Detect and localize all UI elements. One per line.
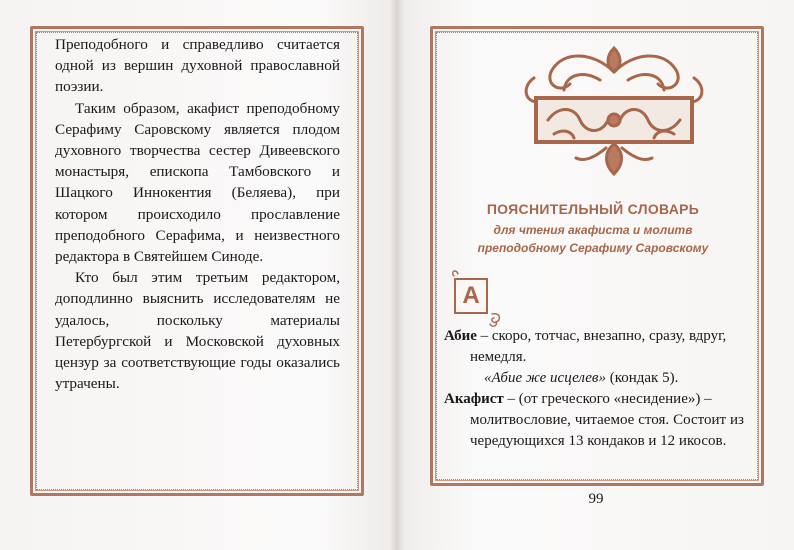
glossary-subtitle-line2: преподобному Серафиму Саровскому	[477, 241, 709, 255]
glossary-term: Абие	[444, 328, 477, 344]
glossary-entry	[444, 326, 744, 347]
glossary-entries	[444, 326, 744, 452]
example-quote: «Абие же исцелев»	[484, 370, 606, 386]
glossary-title: ПОЯСНИТЕЛЬНЫЙ СЛОВАРЬ	[486, 201, 700, 217]
left-page-text	[55, 34, 340, 394]
paragraph: Преподобного и справедливо считается одной из вершин духовной православной поэзии.	[55, 36, 340, 96]
glossary-subtitle-line1: для чтения акафиста и молитв	[493, 223, 693, 237]
ornament-headpiece-icon	[514, 40, 714, 180]
paragraph: Кто был этим третьим редактором, доподлинно выяснить исследователям не удалось, поскольку материалы Петербургской и Московской духовных цензур за соответствующие годы оказались утрачены.	[55, 269, 340, 393]
glossary-example	[444, 368, 744, 389]
dropcap-letter: А	[454, 278, 488, 314]
glossary-definition: – скоро, тотчас, внезапно, сразу, вдруг,	[476, 328, 727, 344]
glossary-definition: – (от греческого «несидение») –	[503, 391, 712, 407]
glossary-definition-cont: немедля.	[470, 349, 527, 365]
example-reference: (кондак 5).	[605, 370, 679, 386]
paragraph: Таким образом, акафист преподобному Серафиму Саровскому является плодом духовного творчества сестер Дивеевского монастыря, епископа Тамбовского и Шацкого Иннокентия (Беляева), при котором происходило прославление преподобного Серафима, и неизвестного редактора в Святейшем Синоде.	[55, 99, 340, 266]
glossary-definition-cont: молитвословие, читаемое стоя. Состоит из чередующихся 13 кондаков и 12 икосов.	[470, 412, 744, 449]
glossary-entry	[444, 389, 744, 410]
page-number: 99	[588, 491, 604, 507]
left-page	[0, 0, 396, 550]
right-page	[398, 0, 794, 550]
glossary-term: Акафист	[444, 391, 504, 407]
